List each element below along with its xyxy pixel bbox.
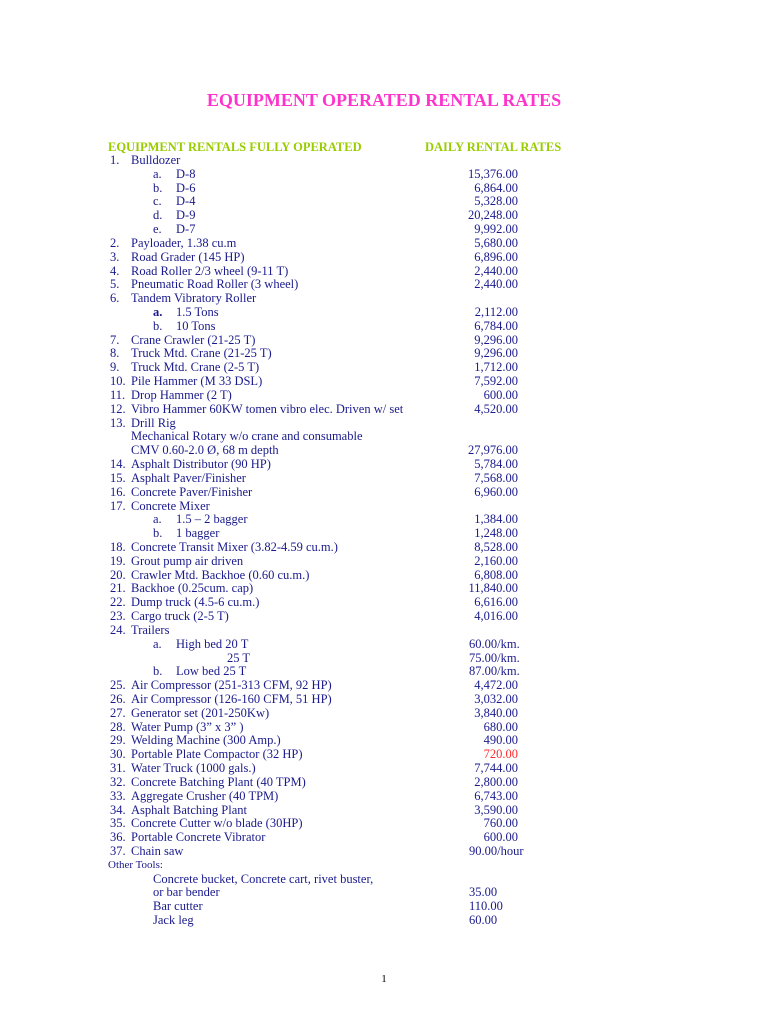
list-item-number: 35. bbox=[110, 816, 126, 831]
list-item bbox=[0, 388, 768, 402]
list-item-number: 28. bbox=[110, 719, 126, 734]
list-item-label: Drill Rig bbox=[131, 415, 176, 430]
list-item-label: Truck Mtd. Crane (21-25 T) bbox=[131, 346, 272, 361]
list-item-rate: 11,840.00 bbox=[468, 581, 518, 596]
list-item bbox=[0, 402, 768, 416]
list-item-label: 25 T bbox=[227, 650, 251, 665]
list-item-number: 34. bbox=[110, 802, 126, 817]
list-item-rate: 27,976.00 bbox=[468, 443, 518, 458]
list-item-letter: b. bbox=[153, 526, 163, 541]
list-item-label: Cargo truck (2-5 T) bbox=[131, 609, 229, 624]
list-item-number: 37. bbox=[110, 844, 126, 858]
list-item-label: Grout pump air driven bbox=[131, 553, 244, 568]
list-item-rate: 3,032.00 bbox=[474, 691, 518, 706]
list-item-label: Drop Hammer (2 T) bbox=[131, 387, 232, 402]
list-item bbox=[0, 264, 768, 278]
list-item-label: 1 bagger bbox=[176, 526, 220, 541]
list-item-letter: a. bbox=[153, 512, 162, 527]
list-item bbox=[0, 761, 768, 775]
list-item-label: Air Compressor (251-313 CFM, 92 HP) bbox=[131, 678, 332, 693]
list-item-rate: 2,160.00 bbox=[474, 553, 518, 568]
list-item-label: D-8 bbox=[176, 166, 196, 181]
list-item bbox=[0, 208, 768, 222]
list-item bbox=[0, 181, 768, 195]
list-item-rate: 9,296.00 bbox=[474, 346, 518, 361]
list-item bbox=[0, 346, 768, 360]
list-item-number: 26. bbox=[110, 691, 126, 706]
list-item bbox=[0, 692, 768, 706]
list-item bbox=[0, 609, 768, 623]
list-item bbox=[0, 499, 768, 513]
list-item-rate: 680.00 bbox=[483, 719, 518, 734]
list-item bbox=[0, 167, 768, 181]
list-item bbox=[0, 720, 768, 734]
list-item-rate: 2,800.00 bbox=[474, 774, 518, 789]
list-item-label: Mechanical Rotary w/o crane and consumable bbox=[131, 429, 363, 444]
list-item bbox=[0, 775, 768, 789]
list-item-number: 1. bbox=[110, 153, 120, 167]
list-item-label: Road Grader (145 HP) bbox=[131, 249, 245, 264]
list-item-label: Crawler Mtd. Backhoe (0.60 cu.m.) bbox=[131, 567, 310, 582]
list-item-label: Welding Machine (300 Amp.) bbox=[131, 733, 281, 748]
list-item-number: 13. bbox=[110, 415, 126, 430]
list-item-rate: 6,616.00 bbox=[474, 595, 518, 610]
list-item-rate: 1,248.00 bbox=[474, 526, 518, 541]
list-item bbox=[0, 319, 768, 333]
list-item-number: 6. bbox=[110, 291, 120, 306]
list-item-label: 1.5 Tons bbox=[176, 305, 219, 320]
list-item-label: Backhoe (0.25cum. cap) bbox=[131, 581, 254, 596]
column-header-equipment: EQUIPMENT RENTALS FULLY OPERATED bbox=[108, 140, 362, 154]
list-item-rate: 8,528.00 bbox=[474, 539, 518, 554]
list-item bbox=[0, 678, 768, 692]
list-item bbox=[0, 789, 768, 803]
list-item-letter: b. bbox=[153, 318, 163, 333]
list-item-label: D-4 bbox=[176, 194, 196, 209]
other-tool-label: or bar bender bbox=[153, 885, 220, 900]
list-item-label: Asphalt Distributor (90 HP) bbox=[131, 457, 271, 472]
list-item-letter: e. bbox=[153, 222, 162, 237]
list-item-number: 32. bbox=[110, 774, 126, 789]
list-item-rate: 6,864.00 bbox=[474, 180, 518, 195]
list-item-rate: 7,568.00 bbox=[474, 470, 518, 485]
list-item bbox=[0, 913, 768, 927]
list-item-number: 18. bbox=[110, 539, 126, 554]
list-item-label: Crane Crawler (21-25 T) bbox=[131, 332, 256, 347]
list-item-label: Water Pump (3” x 3” ) bbox=[131, 719, 244, 734]
other-tool-rate: 110.00 bbox=[469, 899, 503, 914]
list-item-rate: 75.00/km. bbox=[469, 650, 520, 665]
list-item-rate: 1,712.00 bbox=[474, 360, 518, 375]
list-item bbox=[0, 526, 768, 540]
list-item bbox=[0, 733, 768, 747]
list-item-rate: 9,296.00 bbox=[474, 332, 518, 347]
list-item-rate: 1,384.00 bbox=[474, 512, 518, 527]
page-number: 1 bbox=[381, 973, 387, 985]
list-item-label: Concrete Transit Mixer (3.82-4.59 cu.m.) bbox=[131, 539, 338, 554]
list-item-rate: 4,520.00 bbox=[474, 401, 518, 416]
list-item-label: D-6 bbox=[176, 180, 196, 195]
list-item-number: 5. bbox=[110, 277, 120, 292]
list-item-label: Generator set (201-250Kw) bbox=[131, 705, 270, 720]
list-item bbox=[0, 623, 768, 637]
other-tool-rate: 35.00 bbox=[469, 885, 498, 900]
list-item-rate: 7,592.00 bbox=[474, 374, 518, 389]
list-item-label: High bed 20 T bbox=[176, 636, 249, 651]
list-item-rate: 4,472.00 bbox=[474, 678, 518, 693]
list-item-label: Low bed 25 T bbox=[176, 664, 247, 679]
list-item bbox=[0, 844, 768, 858]
list-item-number: 10. bbox=[110, 374, 126, 389]
list-item-number: 31. bbox=[110, 761, 126, 776]
list-item-label: Water Truck (1000 gals.) bbox=[131, 761, 256, 776]
list-item-label: D-7 bbox=[176, 222, 196, 237]
list-item-label: Road Roller 2/3 wheel (9-11 T) bbox=[131, 263, 289, 278]
list-item-number: 7. bbox=[110, 332, 120, 347]
list-item-rate: 5,784.00 bbox=[474, 457, 518, 472]
list-item-letter: c. bbox=[153, 194, 162, 209]
list-item bbox=[0, 899, 768, 913]
list-item-number: 29. bbox=[110, 733, 126, 748]
list-item-label: Asphalt Batching Plant bbox=[131, 802, 247, 817]
list-item-rate: 20,248.00 bbox=[468, 208, 518, 223]
list-item-rate: 90.00/hour bbox=[469, 844, 524, 858]
list-item-rate: 2,112.00 bbox=[474, 305, 518, 320]
list-item-label: Portable Plate Compactor (32 HP) bbox=[131, 747, 303, 762]
list-item-number: 30. bbox=[110, 747, 126, 762]
list-item bbox=[0, 595, 768, 609]
list-item bbox=[0, 153, 768, 167]
list-item bbox=[0, 540, 768, 554]
list-item-rate: 760.00 bbox=[483, 816, 518, 831]
list-item-letter: b. bbox=[153, 180, 163, 195]
list-item-rate: 3,840.00 bbox=[474, 705, 518, 720]
list-item-rate: 6,743.00 bbox=[474, 788, 518, 803]
list-item-label: Concrete Cutter w/o blade (30HP) bbox=[131, 816, 303, 831]
list-item-number: 4. bbox=[110, 263, 120, 278]
list-item-rate: 4,016.00 bbox=[474, 609, 518, 624]
list-item-number: 17. bbox=[110, 498, 126, 513]
list-item-rate: 720.00 bbox=[483, 747, 518, 762]
list-item bbox=[0, 830, 768, 844]
list-item-label: Vibro Hammer 60KW tomen vibro elec. Driven w/ set bbox=[131, 401, 404, 416]
list-item-number: 14. bbox=[110, 457, 126, 472]
list-item bbox=[0, 194, 768, 208]
list-item bbox=[0, 443, 768, 457]
list-item-label: Payloader, 1.38 cu.m bbox=[131, 235, 237, 250]
list-item bbox=[0, 747, 768, 761]
list-item bbox=[0, 485, 768, 499]
list-item bbox=[0, 816, 768, 830]
list-item bbox=[0, 512, 768, 526]
list-item-letter: a. bbox=[153, 305, 163, 320]
list-item-label: Asphalt Paver/Finisher bbox=[131, 470, 246, 485]
other-tools-heading: Other Tools: bbox=[108, 858, 163, 871]
list-item-rate: 600.00 bbox=[483, 387, 518, 402]
list-item-rate: 490.00 bbox=[483, 733, 518, 748]
list-item bbox=[0, 250, 768, 264]
list-item bbox=[0, 360, 768, 374]
list-item bbox=[0, 457, 768, 471]
list-item bbox=[0, 637, 768, 651]
other-tool-label: Jack leg bbox=[153, 913, 194, 928]
list-item-label: Tandem Vibratory Roller bbox=[131, 291, 257, 306]
list-item-rate: 7,744.00 bbox=[474, 761, 518, 776]
list-item bbox=[0, 291, 768, 305]
list-item-label: Concrete Batching Plant (40 TPM) bbox=[131, 774, 306, 789]
list-item bbox=[0, 803, 768, 817]
list-item-rate: 9,992.00 bbox=[474, 222, 518, 237]
list-item bbox=[0, 374, 768, 388]
list-item bbox=[0, 872, 768, 886]
other-tool-rate: 60.00 bbox=[469, 913, 498, 928]
list-item-number: 11. bbox=[110, 387, 126, 402]
list-item-number: 25. bbox=[110, 678, 126, 693]
list-item-letter: d. bbox=[153, 208, 163, 223]
list-item-rate: 2,440.00 bbox=[474, 263, 518, 278]
list-item bbox=[0, 664, 768, 678]
list-item-rate: 3,590.00 bbox=[474, 802, 518, 817]
list-item-number: 36. bbox=[110, 830, 126, 845]
list-item bbox=[0, 222, 768, 236]
list-item-rate: 6,960.00 bbox=[474, 484, 518, 499]
list-item-rate: 6,808.00 bbox=[474, 567, 518, 582]
list-item-label: Portable Concrete Vibrator bbox=[131, 830, 266, 845]
list-item bbox=[0, 277, 768, 291]
list-item-number: 22. bbox=[110, 595, 126, 610]
list-item-number: 16. bbox=[110, 484, 126, 499]
list-item-label: Air Compressor (126-160 CFM, 51 HP) bbox=[131, 691, 332, 706]
list-item-label: Pile Hammer (M 33 DSL) bbox=[131, 374, 263, 389]
list-item-rate: 5,328.00 bbox=[474, 194, 518, 209]
list-item-number: 2. bbox=[110, 235, 120, 250]
list-item-label: Concrete Mixer bbox=[131, 498, 210, 513]
list-item bbox=[0, 706, 768, 720]
list-item-label: Chain saw bbox=[131, 844, 184, 858]
list-item bbox=[0, 651, 768, 665]
list-item-rate: 15,376.00 bbox=[468, 166, 518, 181]
other-tool-label: Bar cutter bbox=[153, 899, 203, 914]
list-item bbox=[0, 885, 768, 899]
list-item bbox=[0, 333, 768, 347]
list-item-number: 21. bbox=[110, 581, 126, 596]
list-item-label: CMV 0.60-2.0 Ø, 68 m depth bbox=[131, 443, 279, 458]
list-item-rate: 60.00/km. bbox=[469, 636, 520, 651]
list-item bbox=[0, 429, 768, 443]
list-item-number: 24. bbox=[110, 622, 126, 637]
list-item-rate: 2,440.00 bbox=[474, 277, 518, 292]
list-item-number: 23. bbox=[110, 609, 126, 624]
list-item-number: 27. bbox=[110, 705, 126, 720]
list-item bbox=[0, 581, 768, 595]
other-tool-label: Concrete bucket, Concrete cart, rivet buster, bbox=[153, 871, 374, 886]
list-item-label: 10 Tons bbox=[176, 318, 216, 333]
list-item-label: Trailers bbox=[131, 622, 170, 637]
column-header-rates: DAILY RENTAL RATES bbox=[425, 140, 562, 154]
list-item-number: 3. bbox=[110, 249, 120, 264]
list-item-label: 1.5 – 2 bagger bbox=[176, 512, 248, 527]
list-item-label: Concrete Paver/Finisher bbox=[131, 484, 253, 499]
list-item-number: 33. bbox=[110, 788, 126, 803]
list-item-label: Dump truck (4.5-6 cu.m.) bbox=[131, 595, 260, 610]
list-item-label: Bulldozer bbox=[131, 153, 181, 167]
list-item-number: 15. bbox=[110, 470, 126, 485]
list-item-rate: 87.00/km. bbox=[469, 664, 520, 679]
list-item-label: Pneumatic Road Roller (3 wheel) bbox=[131, 277, 299, 292]
list-item-letter: a. bbox=[153, 166, 162, 181]
list-item bbox=[0, 305, 768, 319]
list-item-rate: 5,680.00 bbox=[474, 235, 518, 250]
page-title: EQUIPMENT OPERATED RENTAL RATES bbox=[206, 90, 562, 110]
list-item-label: D-9 bbox=[176, 208, 196, 223]
list-item bbox=[0, 554, 768, 568]
list-item-rate: 6,784.00 bbox=[474, 318, 518, 333]
list-item-label: Truck Mtd. Crane (2-5 T) bbox=[131, 360, 260, 375]
list-item-letter: a. bbox=[153, 636, 162, 651]
list-item bbox=[0, 236, 768, 250]
list-item-number: 8. bbox=[110, 346, 120, 361]
list-item-number: 19. bbox=[110, 553, 126, 568]
list-item bbox=[0, 568, 768, 582]
list-item-rate: 600.00 bbox=[483, 830, 518, 845]
list-item bbox=[0, 416, 768, 430]
list-item-number: 20. bbox=[110, 567, 126, 582]
list-item-number: 12. bbox=[110, 401, 126, 416]
list-item bbox=[0, 471, 768, 485]
list-item-letter: b. bbox=[153, 664, 163, 679]
list-item-rate: 6,896.00 bbox=[474, 249, 518, 264]
list-item-label: Aggregate Crusher (40 TPM) bbox=[131, 788, 279, 803]
list-item-number: 9. bbox=[110, 360, 120, 375]
